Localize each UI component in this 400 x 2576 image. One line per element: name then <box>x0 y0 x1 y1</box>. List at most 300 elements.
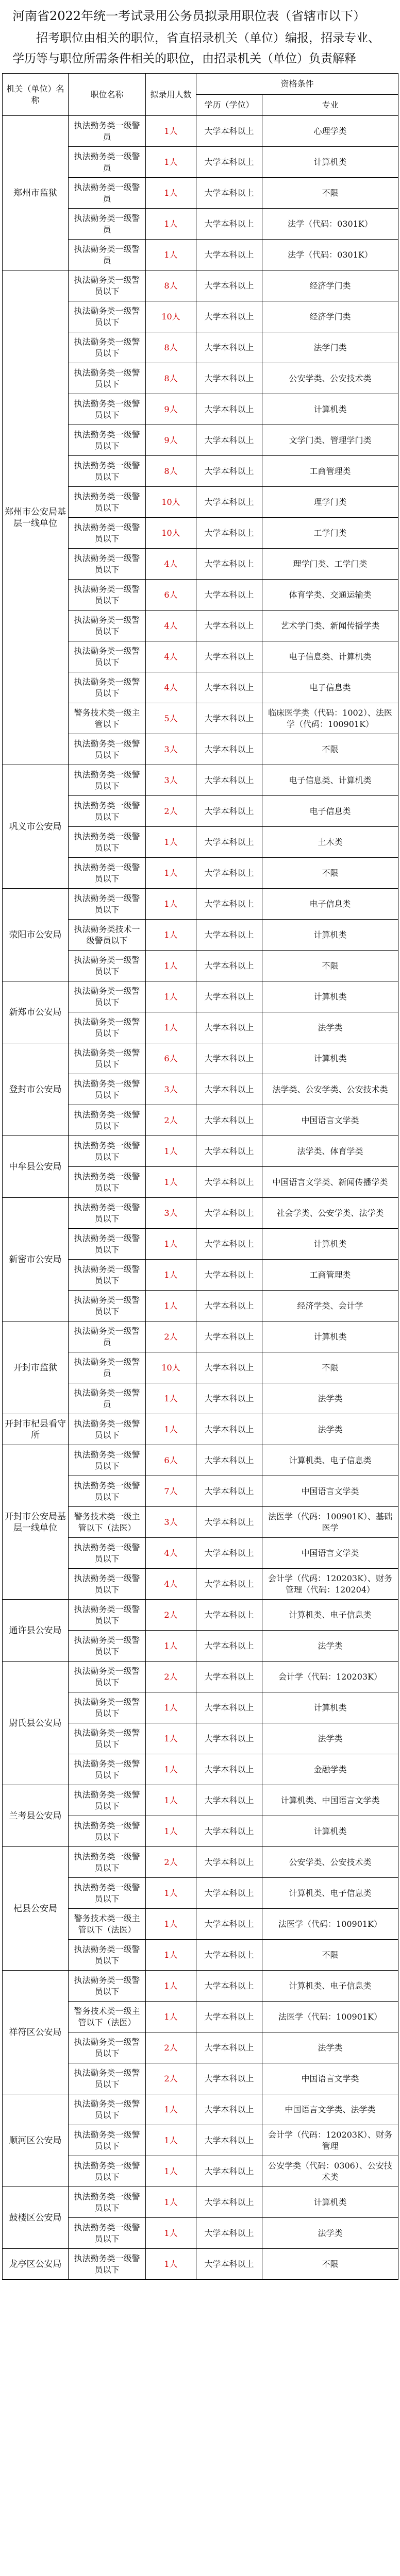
positions-table <box>2 73 398 2280</box>
header-education: 学历（学位） <box>196 95 262 116</box>
major-cell: 法医学（代码：100901K） <box>262 2002 398 2032</box>
education-cell: 大学本科以上 <box>196 1878 262 1909</box>
count-cell: 1人 <box>146 920 196 951</box>
major-cell: 公安学类、公安技术类 <box>262 1847 398 1878</box>
position-cell: 执法勤务类一级警员以下 <box>69 1538 146 1569</box>
major-cell: 经济学类、会计学 <box>262 1291 398 1321</box>
education-cell: 大学本科以上 <box>196 951 262 981</box>
count-cell: 4人 <box>146 641 196 672</box>
education-cell: 大学本科以上 <box>196 363 262 394</box>
count-cell: 5人 <box>146 703 196 734</box>
count-cell: 1人 <box>146 1692 196 1723</box>
unit-name-cell: 登封市公安局 <box>3 1043 69 1136</box>
education-cell: 大学本科以上 <box>196 2249 262 2280</box>
education-cell: 大学本科以上 <box>196 734 262 765</box>
education-cell: 大学本科以上 <box>196 1352 262 1383</box>
count-cell: 2人 <box>146 1105 196 1136</box>
major-cell: 电子信息类 <box>262 889 398 920</box>
position-cell: 执法勤务类一级警员以下 <box>69 2156 146 2187</box>
count-cell: 1人 <box>146 116 196 147</box>
count-cell: 1人 <box>146 1723 196 1754</box>
major-cell: 会计学（代码：120203K）、财务管理（代码：120204） <box>262 1569 398 1600</box>
position-cell: 执法勤务类一级警员以下 <box>69 1012 146 1043</box>
position-cell: 执法勤务类一级警员以下 <box>69 1229 146 1260</box>
major-cell: 金融学类 <box>262 1754 398 1785</box>
position-cell: 执法勤务类一级警员以下 <box>69 889 146 920</box>
position-cell: 执法勤务类一级警员以下 <box>69 1631 146 1662</box>
education-cell: 大学本科以上 <box>196 827 262 858</box>
position-cell: 执法勤务类一级警员以下 <box>69 456 146 487</box>
education-cell: 大学本科以上 <box>196 889 262 920</box>
unit-name-cell: 荥阳市公安局 <box>3 889 69 981</box>
major-cell: 理学门类 <box>262 487 398 518</box>
education-cell: 大学本科以上 <box>196 1198 262 1229</box>
education-cell: 大学本科以上 <box>196 332 262 363</box>
position-cell: 执法勤务类一级警员以下 <box>69 1167 146 1198</box>
count-cell: 1人 <box>146 1940 196 1971</box>
major-cell: 法学类 <box>262 1414 398 1445</box>
count-cell: 1人 <box>146 2249 196 2280</box>
education-cell: 大学本科以上 <box>196 1167 262 1198</box>
header-unit: 机关（单位）名称 <box>3 74 69 116</box>
position-cell: 执法勤务类一级警员以下 <box>69 1662 146 1692</box>
position-cell: 执法勤务类一级警员以下 <box>69 487 146 518</box>
header-row-1 <box>3 74 398 95</box>
education-cell: 大学本科以上 <box>196 2218 262 2249</box>
count-cell: 1人 <box>146 981 196 1012</box>
position-cell: 执法勤务类一级警员以下 <box>69 981 146 1012</box>
table-row <box>3 270 398 301</box>
position-cell: 执法勤务类一级警员 <box>69 116 146 147</box>
position-cell: 执法勤务类一级警员以下 <box>69 1569 146 1600</box>
education-cell: 大学本科以上 <box>196 178 262 209</box>
major-cell: 工学门类 <box>262 518 398 549</box>
position-cell: 警务技术类一级主管以下 <box>69 703 146 734</box>
education-cell: 大学本科以上 <box>196 1600 262 1631</box>
position-cell: 执法勤务类一级警员 <box>69 209 146 240</box>
position-cell: 执法勤务类一级警员以下 <box>69 2063 146 2094</box>
unit-name-cell: 杞县公安局 <box>3 1847 69 1971</box>
unit-name-cell: 新密市公安局 <box>3 1198 69 1321</box>
position-cell: 执法勤务类一级警员以下 <box>69 1043 146 1074</box>
major-cell: 法学门类 <box>262 332 398 363</box>
major-cell: 公安学类（代码：0306）、公安技术类 <box>262 2156 398 2187</box>
count-cell: 1人 <box>146 1229 196 1260</box>
count-cell: 1人 <box>146 1785 196 1816</box>
position-cell: 执法勤务类一级警员 <box>69 240 146 270</box>
position-cell: 执法勤务类一级警员以下 <box>69 580 146 611</box>
position-cell: 执法勤务类一级警员以下 <box>69 1940 146 1971</box>
major-cell: 法学类 <box>262 1723 398 1754</box>
table-row <box>3 116 398 147</box>
education-cell: 大学本科以上 <box>196 611 262 641</box>
header-count: 拟录用人数 <box>146 74 196 116</box>
major-cell: 法学类、公安学类、公安技术类 <box>262 1074 398 1105</box>
count-cell: 1人 <box>146 951 196 981</box>
position-cell: 执法勤务类一级警员以下 <box>69 2187 146 2218</box>
major-cell: 中国语言文学类 <box>262 1476 398 1507</box>
count-cell: 2人 <box>146 1847 196 1878</box>
major-cell: 计算机类、中国语言文学类 <box>262 1785 398 1816</box>
count-cell: 4人 <box>146 1569 196 1600</box>
count-cell: 1人 <box>146 2218 196 2249</box>
major-cell: 计算机类、电子信息类 <box>262 1600 398 1631</box>
count-cell: 10人 <box>146 518 196 549</box>
table-row <box>3 1847 398 1878</box>
major-cell: 不限 <box>262 178 398 209</box>
position-cell: 执法勤务类一级警员以下 <box>69 2094 146 2125</box>
education-cell: 大学本科以上 <box>196 240 262 270</box>
education-cell: 大学本科以上 <box>196 1631 262 1662</box>
education-cell: 大学本科以上 <box>196 2032 262 2063</box>
count-cell: 8人 <box>146 332 196 363</box>
major-cell: 计算机类 <box>262 1321 398 1352</box>
position-cell: 执法勤务类一级警员以下 <box>69 1600 146 1631</box>
education-cell: 大学本科以上 <box>196 580 262 611</box>
unit-name-cell: 顺河区公安局 <box>3 2094 69 2187</box>
table-row <box>3 1785 398 1816</box>
education-cell: 大学本科以上 <box>196 147 262 178</box>
major-cell: 计算机类 <box>262 147 398 178</box>
unit-name-cell: 新郑市公安局 <box>3 981 69 1043</box>
count-cell: 1人 <box>146 1909 196 1940</box>
education-cell: 大学本科以上 <box>196 116 262 147</box>
major-cell: 中国语言文学类 <box>262 1105 398 1136</box>
position-cell: 执法勤务类一级警员以下 <box>69 1476 146 1507</box>
header-qualifications: 资格条件 <box>196 74 398 95</box>
table-row <box>3 765 398 796</box>
position-cell: 执法勤务类一级警员以下 <box>69 549 146 580</box>
education-cell: 大学本科以上 <box>196 1074 262 1105</box>
major-cell: 法学（代码：0301K） <box>262 240 398 270</box>
unit-name-cell: 郑州市监狱 <box>3 116 69 270</box>
count-cell: 6人 <box>146 580 196 611</box>
count-cell: 8人 <box>146 363 196 394</box>
major-cell: 计算机类 <box>262 2187 398 2218</box>
unit-name-cell: 祥符区公安局 <box>3 1971 69 2094</box>
major-cell: 理学门类、工学门类 <box>262 549 398 580</box>
major-cell: 电子信息类 <box>262 796 398 827</box>
position-cell: 执法勤务类一级警员以下 <box>69 1198 146 1229</box>
count-cell: 4人 <box>146 1538 196 1569</box>
count-cell: 1人 <box>146 858 196 889</box>
education-cell: 大学本科以上 <box>196 2125 262 2156</box>
major-cell: 不限 <box>262 734 398 765</box>
position-cell: 执法勤务类一级警员以下 <box>69 1260 146 1291</box>
unit-name-cell: 巩义市公安局 <box>3 765 69 889</box>
major-cell: 临床医学类（代码：1002）、法医学（代码：100901K） <box>262 703 398 734</box>
unit-name-cell: 鼓楼区公安局 <box>3 2187 69 2249</box>
count-cell: 2人 <box>146 1600 196 1631</box>
table-row <box>3 1600 398 1631</box>
major-cell: 计算机类 <box>262 394 398 425</box>
unit-name-cell: 尉氏县公安局 <box>3 1662 69 1785</box>
count-cell: 4人 <box>146 672 196 703</box>
major-cell: 法学类 <box>262 2218 398 2249</box>
education-cell: 大学本科以上 <box>196 1785 262 1816</box>
table-row <box>3 889 398 920</box>
unit-name-cell: 中牟县公安局 <box>3 1136 69 1198</box>
position-cell: 警务技术类一级主管以下（法医） <box>69 2002 146 2032</box>
position-cell: 执法勤务类一级警员以下 <box>69 672 146 703</box>
education-cell: 大学本科以上 <box>196 301 262 332</box>
unit-name-cell: 龙亭区公安局 <box>3 2249 69 2280</box>
major-cell: 计算机类 <box>262 1229 398 1260</box>
major-cell: 中国语言文学类 <box>262 1538 398 1569</box>
education-cell: 大学本科以上 <box>196 1260 262 1291</box>
position-cell: 执法勤务类一级警员以下 <box>69 1692 146 1723</box>
education-cell: 大学本科以上 <box>196 549 262 580</box>
education-cell: 大学本科以上 <box>196 1569 262 1600</box>
position-cell: 执法勤务类一级警员以下 <box>69 332 146 363</box>
count-cell: 3人 <box>146 765 196 796</box>
document-title: 河南省2022年统一考试录用公务员拟录用职位表（省辖市以下） <box>12 9 366 23</box>
major-cell: 计算机类 <box>262 1692 398 1723</box>
count-cell: 1人 <box>146 2187 196 2218</box>
table-row <box>3 1198 398 1229</box>
education-cell: 大学本科以上 <box>196 2156 262 2187</box>
header-major: 专业 <box>262 95 398 116</box>
education-cell: 大学本科以上 <box>196 1971 262 2002</box>
position-cell: 执法勤务类一级警员以下 <box>69 1723 146 1754</box>
count-cell: 2人 <box>146 1321 196 1352</box>
count-cell: 3人 <box>146 1074 196 1105</box>
education-cell: 大学本科以上 <box>196 1507 262 1538</box>
major-cell: 计算机类 <box>262 1043 398 1074</box>
major-cell: 计算机类 <box>262 920 398 951</box>
education-cell: 大学本科以上 <box>196 672 262 703</box>
notice-text: 招考职位由相关的职位，省直招录机关（单位）编报，招录专业、学历等与职位所需条件相关的职位，由招录机关（单位）负责解释 <box>12 31 380 65</box>
major-cell: 会计学（代码：120203K）、财务管理 <box>262 2125 398 2156</box>
count-cell: 1人 <box>146 1631 196 1662</box>
count-cell: 1人 <box>146 1754 196 1785</box>
count-cell: 10人 <box>146 301 196 332</box>
position-cell: 执法勤务类一级警员以下 <box>69 518 146 549</box>
position-cell: 执法勤务类一级警员以下 <box>69 2218 146 2249</box>
major-cell: 法医学（代码：100901K） <box>262 1909 398 1940</box>
count-cell: 1人 <box>146 1012 196 1043</box>
education-cell: 大学本科以上 <box>196 1321 262 1352</box>
education-cell: 大学本科以上 <box>196 1662 262 1692</box>
count-cell: 10人 <box>146 1352 196 1383</box>
count-cell: 1人 <box>146 1291 196 1321</box>
position-cell: 执法勤务类一级警员以下 <box>69 611 146 641</box>
position-cell: 执法勤务类一级警员以下 <box>69 1816 146 1847</box>
education-cell: 大学本科以上 <box>196 487 262 518</box>
table-row <box>3 2249 398 2280</box>
major-cell: 中国语言文学类 <box>262 2063 398 2094</box>
major-cell: 中国语言文学类、法学类 <box>262 2094 398 2125</box>
unit-name-cell: 开封市杞县看守所 <box>3 1414 69 1445</box>
count-cell: 4人 <box>146 549 196 580</box>
education-cell: 大学本科以上 <box>196 394 262 425</box>
major-cell: 电子信息类、计算机类 <box>262 765 398 796</box>
count-cell: 9人 <box>146 425 196 456</box>
table-row <box>3 1662 398 1692</box>
major-cell: 文学门类、管理学门类 <box>262 425 398 456</box>
table-row <box>3 1971 398 2002</box>
major-cell: 计算机类、电子信息类 <box>262 1971 398 2002</box>
education-cell: 大学本科以上 <box>196 641 262 672</box>
education-cell: 大学本科以上 <box>196 209 262 240</box>
count-cell: 1人 <box>146 2156 196 2187</box>
position-cell: 执法勤务类一级警员以下 <box>69 858 146 889</box>
major-cell: 艺术学门类、新闻传播学类 <box>262 611 398 641</box>
education-cell: 大学本科以上 <box>196 1012 262 1043</box>
count-cell: 9人 <box>146 394 196 425</box>
education-cell: 大学本科以上 <box>196 1909 262 1940</box>
education-cell: 大学本科以上 <box>196 1816 262 1847</box>
position-cell: 执法勤务类一级警员 <box>69 1352 146 1383</box>
count-cell: 2人 <box>146 2032 196 2063</box>
count-cell: 1人 <box>146 178 196 209</box>
education-cell: 大学本科以上 <box>196 703 262 734</box>
table-row <box>3 1136 398 1167</box>
table-row <box>3 2094 398 2125</box>
education-cell: 大学本科以上 <box>196 2094 262 2125</box>
major-cell: 会计学（代码：120203K） <box>262 1662 398 1692</box>
major-cell: 电子信息类、计算机类 <box>262 641 398 672</box>
count-cell: 1人 <box>146 1878 196 1909</box>
major-cell: 电子信息类 <box>262 672 398 703</box>
count-cell: 1人 <box>146 889 196 920</box>
table-row <box>3 1321 398 1352</box>
position-cell: 执法勤务类一级警员以下 <box>69 394 146 425</box>
count-cell: 3人 <box>146 1507 196 1538</box>
count-cell: 6人 <box>146 1043 196 1074</box>
count-cell: 1人 <box>146 2125 196 2156</box>
position-cell: 执法勤务类一级警员以下 <box>69 1074 146 1105</box>
position-cell: 警务技术类一级主管以下（法医） <box>69 1909 146 1940</box>
major-cell: 中国语言文学类、新闻传播学类 <box>262 1167 398 1198</box>
count-cell: 1人 <box>146 1971 196 2002</box>
position-cell: 执法勤务类一级警员以下 <box>69 301 146 332</box>
major-cell: 法学（代码：0301K） <box>262 209 398 240</box>
education-cell: 大学本科以上 <box>196 981 262 1012</box>
major-cell: 法学类 <box>262 2032 398 2063</box>
count-cell: 2人 <box>146 2063 196 2094</box>
position-cell: 执法勤务类一级警员以下 <box>69 1414 146 1445</box>
education-cell: 大学本科以上 <box>196 270 262 301</box>
position-cell: 执法勤务类一级警员 <box>69 1321 146 1352</box>
education-cell: 大学本科以上 <box>196 1445 262 1476</box>
count-cell: 1人 <box>146 240 196 270</box>
position-cell: 执法勤务类一级警员以下 <box>69 2249 146 2280</box>
education-cell: 大学本科以上 <box>196 920 262 951</box>
major-cell: 经济学门类 <box>262 270 398 301</box>
major-cell: 不限 <box>262 1352 398 1383</box>
education-cell: 大学本科以上 <box>196 796 262 827</box>
education-cell: 大学本科以上 <box>196 2063 262 2094</box>
count-cell: 1人 <box>146 1136 196 1167</box>
count-cell: 1人 <box>146 1816 196 1847</box>
position-cell: 执法勤务类一级警员以下 <box>69 1105 146 1136</box>
major-cell: 法学类 <box>262 1012 398 1043</box>
position-cell: 执法勤务类技术一级警员以下 <box>69 920 146 951</box>
major-cell: 体育学类、交通运输类 <box>262 580 398 611</box>
unit-name-cell: 开封市公安局基层一线单位 <box>3 1445 69 1600</box>
table-row <box>3 1043 398 1074</box>
position-cell: 执法勤务类一级警员以下 <box>69 734 146 765</box>
count-cell: 1人 <box>146 2094 196 2125</box>
major-cell: 不限 <box>262 1940 398 1971</box>
position-cell: 执法勤务类一级警员以下 <box>69 363 146 394</box>
education-cell: 大学本科以上 <box>196 1229 262 1260</box>
position-cell: 警务技术类一级主管以下（法医） <box>69 1507 146 1538</box>
position-cell: 执法勤务类一级警员 <box>69 147 146 178</box>
education-cell: 大学本科以上 <box>196 1043 262 1074</box>
education-cell: 大学本科以上 <box>196 1692 262 1723</box>
education-cell: 大学本科以上 <box>196 1136 262 1167</box>
position-cell: 执法勤务类一级警员以下 <box>69 1754 146 1785</box>
major-cell: 计算机类 <box>262 981 398 1012</box>
count-cell: 1人 <box>146 1383 196 1414</box>
position-cell: 执法勤务类一级警员以下 <box>69 1847 146 1878</box>
education-cell: 大学本科以上 <box>196 1847 262 1878</box>
position-cell: 执法勤务类一级警员以下 <box>69 951 146 981</box>
education-cell: 大学本科以上 <box>196 1105 262 1136</box>
major-cell: 工商管理类 <box>262 1260 398 1291</box>
count-cell: 10人 <box>146 487 196 518</box>
table-row <box>3 1445 398 1476</box>
education-cell: 大学本科以上 <box>196 2187 262 2218</box>
count-cell: 1人 <box>146 1167 196 1198</box>
major-cell: 公安学类、公安技术类 <box>262 363 398 394</box>
count-cell: 2人 <box>146 796 196 827</box>
major-cell: 计算机类、电子信息类 <box>262 1878 398 1909</box>
education-cell: 大学本科以上 <box>196 2002 262 2032</box>
education-cell: 大学本科以上 <box>196 518 262 549</box>
count-cell: 1人 <box>146 1414 196 1445</box>
count-cell: 1人 <box>146 2002 196 2032</box>
education-cell: 大学本科以上 <box>196 858 262 889</box>
education-cell: 大学本科以上 <box>196 1383 262 1414</box>
major-cell: 法学类 <box>262 1383 398 1414</box>
count-cell: 4人 <box>146 611 196 641</box>
position-cell: 执法勤务类一级警员以下 <box>69 1785 146 1816</box>
count-cell: 8人 <box>146 456 196 487</box>
count-cell: 1人 <box>146 827 196 858</box>
count-cell: 3人 <box>146 734 196 765</box>
count-cell: 2人 <box>146 1662 196 1692</box>
unit-name-cell: 通许县公安局 <box>3 1600 69 1662</box>
count-cell: 1人 <box>146 209 196 240</box>
position-cell: 执法勤务类一级警员以下 <box>69 270 146 301</box>
major-cell: 心理学类 <box>262 116 398 147</box>
education-cell: 大学本科以上 <box>196 1723 262 1754</box>
position-cell: 执法勤务类一级警员以下 <box>69 796 146 827</box>
unit-name-cell: 开封市监狱 <box>3 1321 69 1414</box>
major-cell: 经济学门类 <box>262 301 398 332</box>
count-cell: 3人 <box>146 1198 196 1229</box>
count-cell: 1人 <box>146 1260 196 1291</box>
unit-name-cell: 郑州市公安局基层一线单位 <box>3 270 69 765</box>
count-cell: 7人 <box>146 1476 196 1507</box>
major-cell: 法学类 <box>262 1631 398 1662</box>
education-cell: 大学本科以上 <box>196 1291 262 1321</box>
position-cell: 执法勤务类一级警员以下 <box>69 1291 146 1321</box>
count-cell: 8人 <box>146 270 196 301</box>
major-cell: 不限 <box>262 951 398 981</box>
major-cell: 不限 <box>262 858 398 889</box>
education-cell: 大学本科以上 <box>196 1754 262 1785</box>
education-cell: 大学本科以上 <box>196 1940 262 1971</box>
major-cell: 计算机类、电子信息类 <box>262 1445 398 1476</box>
table-row <box>3 981 398 1012</box>
position-cell: 执法勤务类一级警员以下 <box>69 425 146 456</box>
major-cell: 土木类 <box>262 827 398 858</box>
major-cell: 工商管理类 <box>262 456 398 487</box>
